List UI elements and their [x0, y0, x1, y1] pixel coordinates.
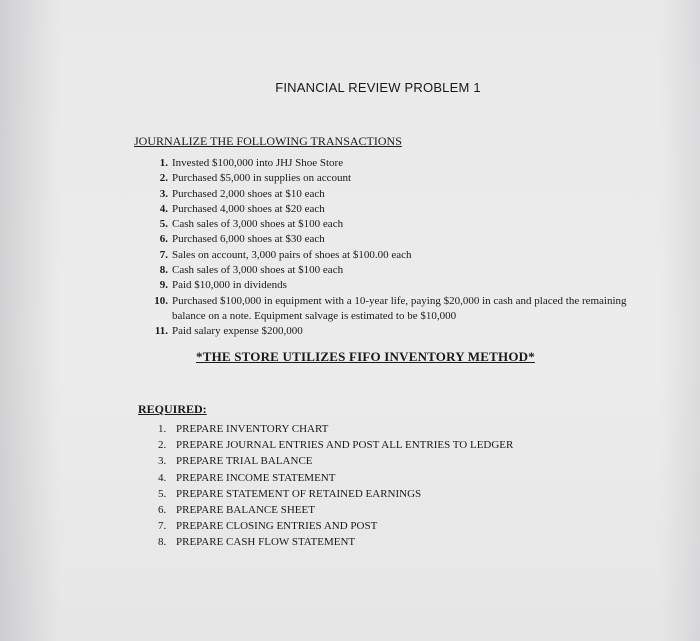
- list-item: 1. Invested $100,000 into JHJ Shoe Store: [159, 157, 344, 169]
- transactions-list: [150, 156, 630, 340]
- list-item: 1. PREPARE INVENTORY CHART: [158, 423, 329, 435]
- list-item: 8. Cash sales of 3,000 shoes at $100 each: [159, 264, 344, 277]
- list-item: 8. PREPARE CASH FLOW STATEMENT: [158, 536, 356, 549]
- list-item: 7. Sales on account, 3,000 pairs of shoes at $100.00 each: [159, 248, 412, 261]
- list-item: 4. Purchased 4,000 shoes at $20 each: [159, 202, 325, 215]
- required-heading: REQUIRED:: [138, 402, 207, 416]
- list-item: 7. PREPARE CLOSING ENTRIES AND POST: [158, 520, 378, 533]
- list-item: 2. Purchased $5,000 in supplies on account: [159, 172, 352, 185]
- transactions-heading: JOURNALIZE THE FOLLOWING TRANSACTIONS: [134, 134, 402, 148]
- list-item: 3. Purchased 2,000 shoes at $10 each: [159, 187, 325, 200]
- screen-shadow-right: [660, 0, 700, 641]
- list-item: 6. PREPARE BALANCE SHEET: [158, 504, 315, 517]
- screen-shadow-left: [0, 0, 60, 641]
- page-title: FINANCIAL REVIEW PROBLEM 1: [275, 80, 481, 95]
- list-item: 5. Cash sales of 3,000 shoes at $100 each: [159, 218, 344, 231]
- list-item: 6. Purchased 6,000 shoes at $30 each: [159, 233, 325, 246]
- list-item: 9. Paid $10,000 in dividends: [159, 279, 287, 292]
- required-list: [158, 421, 598, 551]
- list-item: 3. PREPARE TRIAL BALANCE: [158, 455, 313, 468]
- list-item: 11. Paid salary expense $200,000: [154, 325, 303, 338]
- list-item: 5. PREPARE STATEMENT OF RETAINED EARNINGS: [158, 487, 422, 500]
- list-item: 10. Purchased $100,000 in equipment with a 10-year life, paying $20,000 in cash and placed the remaining balance on a note. Equipment salvage is estimated to be $10,000: [154, 294, 627, 322]
- list-item: 2. PREPARE JOURNAL ENTRIES AND POST ALL ENTRIES TO LEDGER: [158, 439, 514, 452]
- fifo-notice: *THE STORE UTILIZES FIFO INVENTORY METHOD*: [196, 349, 535, 364]
- list-item: 4. PREPARE INCOME STATEMENT: [158, 471, 336, 484]
